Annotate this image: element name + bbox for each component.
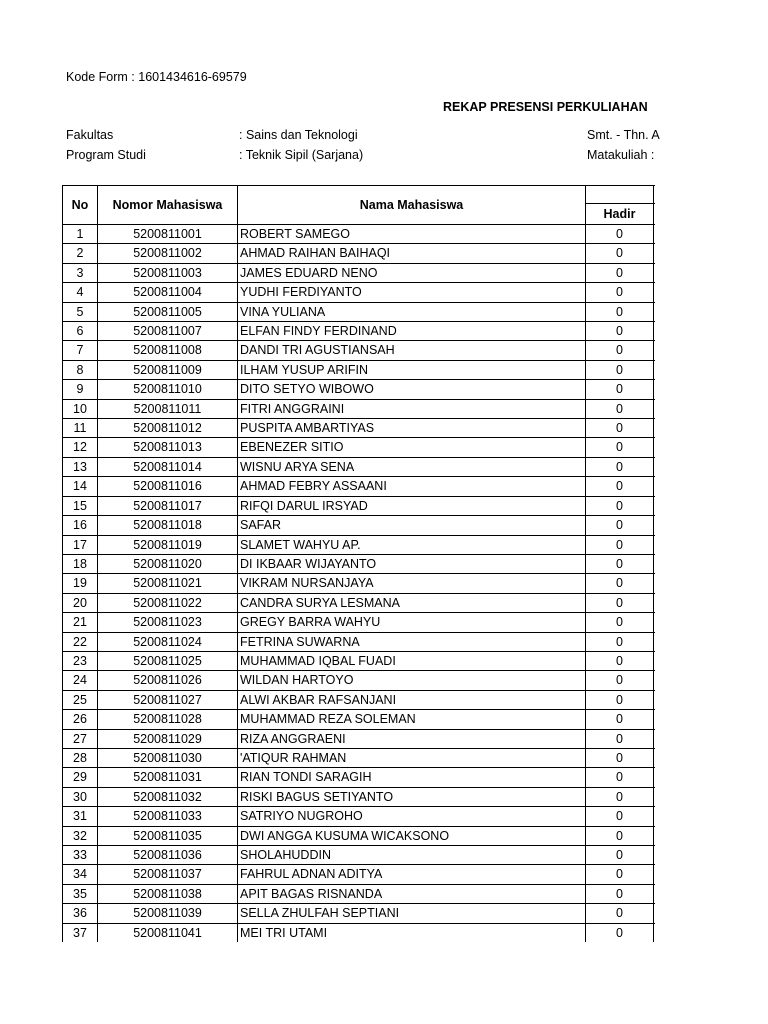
table-row	[63, 904, 656, 923]
extra-cell	[654, 593, 656, 612]
student-number: 5200811023	[98, 613, 238, 632]
extra-cell	[654, 787, 656, 806]
row-number: 5	[63, 302, 98, 321]
row-number: 35	[63, 884, 98, 903]
student-name: ILHAM YUSUP ARIFIN	[238, 360, 586, 379]
student-number: 5200811025	[98, 651, 238, 670]
row-number: 21	[63, 613, 98, 632]
table-row	[63, 671, 656, 690]
row-number: 29	[63, 768, 98, 787]
extra-cell	[654, 438, 656, 457]
attendance-count: 0	[586, 690, 654, 709]
extra-cell	[654, 748, 656, 767]
student-name: FAHRUL ADNAN ADITYA	[238, 865, 586, 884]
student-number: 5200811016	[98, 477, 238, 496]
student-name: SELLA ZHULFAH SEPTIANI	[238, 904, 586, 923]
table-row	[63, 768, 656, 787]
attendance-count: 0	[586, 574, 654, 593]
student-number: 5200811005	[98, 302, 238, 321]
attendance-count: 0	[586, 341, 654, 360]
student-name: FETRINA SUWARNA	[238, 632, 586, 651]
student-name: ROBERT SAMEGO	[238, 225, 586, 244]
table-row	[63, 787, 656, 806]
student-number: 5200811032	[98, 787, 238, 806]
student-name: SAFAR	[238, 516, 586, 535]
matakuliah-label: Matakuliah :	[587, 148, 655, 162]
student-number: 5200811028	[98, 710, 238, 729]
attendance-count: 0	[586, 438, 654, 457]
row-number: 28	[63, 748, 98, 767]
student-name: RISKI BAGUS SETIYANTO	[238, 787, 586, 806]
student-number: 5200811041	[98, 923, 238, 942]
attendance-count: 0	[586, 632, 654, 651]
attendance-count: 0	[586, 884, 654, 903]
table-row	[63, 865, 656, 884]
extra-cell	[654, 341, 656, 360]
attendance-count: 0	[586, 865, 654, 884]
student-number: 5200811019	[98, 535, 238, 554]
table-row	[63, 399, 656, 418]
extra-cell	[654, 651, 656, 670]
attendance-count: 0	[586, 360, 654, 379]
table-row	[63, 690, 656, 709]
student-name: RIZA ANGGRAENI	[238, 729, 586, 748]
extra-cell	[654, 671, 656, 690]
student-name: RIFQI DARUL IRSYAD	[238, 496, 586, 515]
row-number: 31	[63, 807, 98, 826]
attendance-count: 0	[586, 399, 654, 418]
column-header-hadir: Hadir	[586, 204, 654, 225]
table-row	[63, 225, 656, 244]
attendance-count: 0	[586, 457, 654, 476]
student-number: 5200811027	[98, 690, 238, 709]
student-number: 5200811018	[98, 516, 238, 535]
extra-cell	[654, 574, 656, 593]
attendance-count: 0	[586, 244, 654, 263]
attendance-count: 0	[586, 496, 654, 515]
extra-cell	[654, 283, 656, 302]
student-name: GREGY BARRA WAHYU	[238, 613, 586, 632]
row-number: 34	[63, 865, 98, 884]
row-number: 37	[63, 923, 98, 942]
student-number: 5200811024	[98, 632, 238, 651]
attendance-count: 0	[586, 593, 654, 612]
table-row	[63, 574, 656, 593]
table-row	[63, 380, 656, 399]
attendance-count: 0	[586, 263, 654, 282]
student-name: AHMAD FEBRY ASSAANI	[238, 477, 586, 496]
student-number: 5200811022	[98, 593, 238, 612]
row-number: 15	[63, 496, 98, 515]
row-number: 13	[63, 457, 98, 476]
extra-cell	[654, 263, 656, 282]
extra-cell	[654, 865, 656, 884]
table-row	[63, 593, 656, 612]
extra-cell	[654, 613, 656, 632]
attendance-count: 0	[586, 225, 654, 244]
row-number: 24	[63, 671, 98, 690]
extra-cell	[654, 399, 656, 418]
student-name: MUHAMMAD IQBAL FUADI	[238, 651, 586, 670]
student-name: WILDAN HARTOYO	[238, 671, 586, 690]
column-header-no: No	[63, 186, 98, 225]
extra-cell	[654, 496, 656, 515]
table-row	[63, 535, 656, 554]
student-number: 5200811037	[98, 865, 238, 884]
attendance-count: 0	[586, 283, 654, 302]
column-header-name: Nama Mahasiswa	[238, 186, 586, 225]
student-number: 5200811008	[98, 341, 238, 360]
student-name: MEI TRI UTAMI	[238, 923, 586, 942]
program-studi-value: : Teknik Sipil (Sarjana)	[239, 148, 364, 162]
student-name: DI IKBAAR WIJAYANTO	[238, 554, 586, 573]
row-number: 7	[63, 341, 98, 360]
student-name: DWI ANGGA KUSUMA WICAKSONO	[238, 826, 586, 845]
row-number: 19	[63, 574, 98, 593]
kode-form: Kode Form : 1601434616-69579	[66, 70, 247, 84]
attendance-count: 0	[586, 302, 654, 321]
column-header-group-extra	[654, 186, 656, 204]
attendance-count: 0	[586, 322, 654, 341]
student-name: APIT BAGAS RISNANDA	[238, 884, 586, 903]
table-row	[63, 923, 656, 942]
student-name: VINA YULIANA	[238, 302, 586, 321]
student-number: 5200811036	[98, 846, 238, 865]
extra-cell	[654, 904, 656, 923]
column-header-extra	[654, 204, 656, 225]
student-number: 5200811021	[98, 574, 238, 593]
student-name: SHOLAHUDDIN	[238, 846, 586, 865]
row-number: 26	[63, 710, 98, 729]
student-number: 5200811030	[98, 748, 238, 767]
student-number: 5200811031	[98, 768, 238, 787]
extra-cell	[654, 690, 656, 709]
student-name: SATRIYO NUGROHO	[238, 807, 586, 826]
attendance-count: 0	[586, 729, 654, 748]
student-name: MUHAMMAD REZA SOLEMAN	[238, 710, 586, 729]
extra-cell	[654, 225, 656, 244]
row-number: 8	[63, 360, 98, 379]
student-number: 5200811004	[98, 283, 238, 302]
student-name: ALWI AKBAR RAFSANJANI	[238, 690, 586, 709]
attendance-count: 0	[586, 613, 654, 632]
extra-cell	[654, 632, 656, 651]
table-row	[63, 651, 656, 670]
student-number: 5200811009	[98, 360, 238, 379]
attendance-count: 0	[586, 671, 654, 690]
table-row	[63, 554, 656, 573]
extra-cell	[654, 302, 656, 321]
column-header-group	[586, 186, 654, 204]
extra-cell	[654, 380, 656, 399]
row-number: 11	[63, 419, 98, 438]
row-number: 25	[63, 690, 98, 709]
attendance-count: 0	[586, 477, 654, 496]
semester-label: Smt. - Thn. A	[587, 128, 660, 142]
table-row	[63, 360, 656, 379]
fakultas-value: : Sains dan Teknologi	[239, 128, 358, 142]
extra-cell	[654, 729, 656, 748]
attendance-count: 0	[586, 826, 654, 845]
attendance-count: 0	[586, 846, 654, 865]
student-name: DITO SETYO WIBOWO	[238, 380, 586, 399]
extra-cell	[654, 244, 656, 263]
extra-cell	[654, 535, 656, 554]
extra-cell	[654, 807, 656, 826]
extra-cell	[654, 457, 656, 476]
extra-cell	[654, 554, 656, 573]
student-name: YUDHI FERDIYANTO	[238, 283, 586, 302]
student-number: 5200811038	[98, 884, 238, 903]
student-name: SLAMET WAHYU AP.	[238, 535, 586, 554]
table-row	[63, 263, 656, 282]
row-number: 1	[63, 225, 98, 244]
row-number: 9	[63, 380, 98, 399]
extra-cell	[654, 826, 656, 845]
student-number: 5200811014	[98, 457, 238, 476]
row-number: 23	[63, 651, 98, 670]
table-row	[63, 516, 656, 535]
row-number: 3	[63, 263, 98, 282]
attendance-count: 0	[586, 904, 654, 923]
extra-cell	[654, 322, 656, 341]
table-row	[63, 729, 656, 748]
attendance-count: 0	[586, 748, 654, 767]
table-row	[63, 710, 656, 729]
student-name: EBENEZER SITIO	[238, 438, 586, 457]
row-number: 4	[63, 283, 98, 302]
extra-cell	[654, 923, 656, 942]
table-row	[63, 438, 656, 457]
row-number: 27	[63, 729, 98, 748]
row-number: 12	[63, 438, 98, 457]
student-number: 5200811039	[98, 904, 238, 923]
student-number: 5200811012	[98, 419, 238, 438]
extra-cell	[654, 477, 656, 496]
extra-cell	[654, 710, 656, 729]
row-number: 2	[63, 244, 98, 263]
attendance-count: 0	[586, 535, 654, 554]
table-row	[63, 846, 656, 865]
student-name: FITRI ANGGRAINI	[238, 399, 586, 418]
row-number: 36	[63, 904, 98, 923]
table-row	[63, 632, 656, 651]
attendance-count: 0	[586, 380, 654, 399]
attendance-table	[62, 185, 655, 942]
student-number: 5200811011	[98, 399, 238, 418]
table-row	[63, 419, 656, 438]
student-name: WISNU ARYA SENA	[238, 457, 586, 476]
extra-cell	[654, 846, 656, 865]
attendance-count: 0	[586, 923, 654, 942]
table-row	[63, 826, 656, 845]
attendance-count: 0	[586, 768, 654, 787]
table-row	[63, 884, 656, 903]
student-name: CANDRA SURYA LESMANA	[238, 593, 586, 612]
extra-cell	[654, 516, 656, 535]
row-number: 16	[63, 516, 98, 535]
table-row	[63, 457, 656, 476]
row-number: 17	[63, 535, 98, 554]
extra-cell	[654, 419, 656, 438]
student-name: 'ATIQUR RAHMAN	[238, 748, 586, 767]
attendance-count: 0	[586, 554, 654, 573]
table-row	[63, 322, 656, 341]
row-number: 20	[63, 593, 98, 612]
extra-cell	[654, 884, 656, 903]
row-number: 32	[63, 826, 98, 845]
row-number: 10	[63, 399, 98, 418]
attendance-count: 0	[586, 710, 654, 729]
table-row	[63, 748, 656, 767]
fakultas-label: Fakultas	[66, 128, 114, 142]
student-number: 5200811010	[98, 380, 238, 399]
student-name: AHMAD RAIHAN BAIHAQI	[238, 244, 586, 263]
student-name: PUSPITA AMBARTIYAS	[238, 419, 586, 438]
row-number: 33	[63, 846, 98, 865]
attendance-count: 0	[586, 516, 654, 535]
student-number: 5200811026	[98, 671, 238, 690]
row-number: 6	[63, 322, 98, 341]
student-name: DANDI TRI AGUSTIANSAH	[238, 341, 586, 360]
student-number: 5200811003	[98, 263, 238, 282]
table-row	[63, 807, 656, 826]
student-name: ELFAN FINDY FERDINAND	[238, 322, 586, 341]
student-number: 5200811007	[98, 322, 238, 341]
student-name: RIAN TONDI SARAGIH	[238, 768, 586, 787]
table-row	[63, 244, 656, 263]
column-header-nim: Nomor Mahasiswa	[98, 186, 238, 225]
student-number: 5200811033	[98, 807, 238, 826]
student-number: 5200811020	[98, 554, 238, 573]
attendance-count: 0	[586, 787, 654, 806]
student-number: 5200811001	[98, 225, 238, 244]
student-number: 5200811017	[98, 496, 238, 515]
row-number: 30	[63, 787, 98, 806]
row-number: 22	[63, 632, 98, 651]
row-number: 18	[63, 554, 98, 573]
program-studi-label: Program Studi	[66, 148, 146, 162]
student-name: JAMES EDUARD NENO	[238, 263, 586, 282]
table-row	[63, 496, 656, 515]
table-row	[63, 613, 656, 632]
student-number: 5200811035	[98, 826, 238, 845]
table-row	[63, 302, 656, 321]
document-title: REKAP PRESENSI PERKULIAHAN	[443, 100, 648, 114]
attendance-rows	[63, 225, 656, 943]
extra-cell	[654, 768, 656, 787]
attendance-count: 0	[586, 419, 654, 438]
table-row	[63, 283, 656, 302]
student-number: 5200811013	[98, 438, 238, 457]
table-row	[63, 341, 656, 360]
table-row	[63, 477, 656, 496]
student-number: 5200811002	[98, 244, 238, 263]
row-number: 14	[63, 477, 98, 496]
extra-cell	[654, 360, 656, 379]
student-number: 5200811029	[98, 729, 238, 748]
attendance-count: 0	[586, 807, 654, 826]
attendance-count: 0	[586, 651, 654, 670]
student-name: VIKRAM NURSANJAYA	[238, 574, 586, 593]
